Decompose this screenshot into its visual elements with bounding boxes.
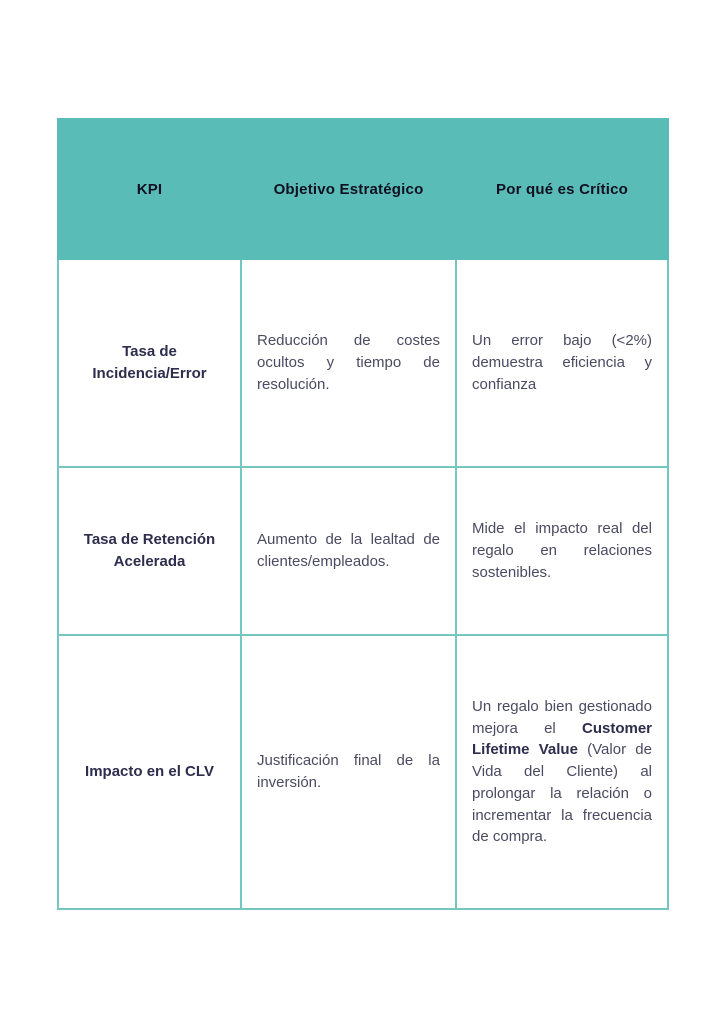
cell-kpi-retencion: Tasa de Retención Acelerada [58, 467, 241, 635]
table-header [58, 119, 668, 259]
cell-critico-incidencia: Un error bajo (<2%) demuestra eficiencia y confianza [456, 259, 668, 467]
critico-clv-text-after: (Valor de Vida del Cliente) al prolongar la relación o incrementar la frecuencia de compra. [472, 741, 652, 846]
kpi-table [57, 118, 669, 910]
table-row [58, 259, 668, 467]
cell-kpi-incidencia: Tasa de Incidencia/Error [58, 259, 241, 467]
column-header-kpi: KPI [58, 119, 241, 259]
table-row [58, 467, 668, 635]
table-row [58, 635, 668, 909]
cell-objetivo-retencion: Aumento de la lealtad de clientes/empleados. [241, 467, 456, 635]
cell-critico-clv [456, 635, 668, 909]
column-header-objetivo: Objetivo Estratégico [241, 119, 456, 259]
critico-clv-text-before: Un regalo bien gestionado mejora el [472, 697, 652, 737]
cell-objetivo-clv: Justificación final de la inversión. [241, 635, 456, 909]
column-header-critico: Por qué es Crítico [456, 119, 668, 259]
cell-objetivo-incidencia: Reducción de costes ocultos y tiempo de resolución. [241, 259, 456, 467]
header-row [58, 119, 668, 259]
cell-critico-retencion: Mide el impacto real del regalo en relaciones sostenibles. [456, 467, 668, 635]
table-body [58, 259, 668, 909]
cell-kpi-clv: Impacto en el CLV [58, 635, 241, 909]
critico-clv-text-bold: Customer Lifetime Value [472, 719, 652, 759]
